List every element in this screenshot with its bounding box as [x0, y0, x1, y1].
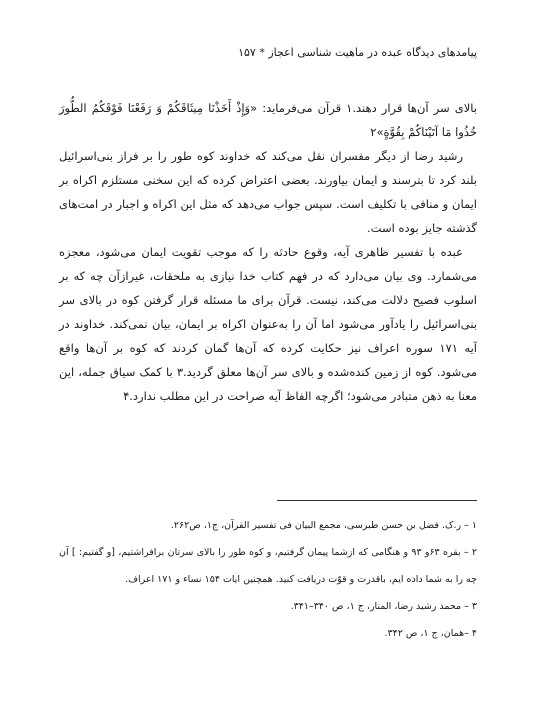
footnote-2: ۲ – بقره ۶۳و ۹۳ و هنگامی که ازشما پیمان گرفتیم، و کوه طور را بالای سرتان برافراشتیم، [و گفتیم: ] آن چه را به شما داده ایم، باقدرت و قوّت دریافت کنید. همچنین ایات ۱۵۴ نساء و ۱۷۱ اعراف. — [59, 547, 478, 585]
body-text — [59, 96, 477, 408]
quran-verse: وَإِذْ أَخَذْنَا مِيثَاقَكُمْ وَ رَفَعْنَا فَوْقَكُمُ الطُّورَ خُذُوا مَا آتَيْنَاكُمْ بِقُوَّةٍ — [59, 101, 477, 139]
paragraph-3: عبده با تفسیر ظاهری آیه، وقوع حادثه را که موجب تقویت ایمان می‌شود، معجزه می‌شمارد. وی بیان می‌دارد که در فهم کتاب خدا نیازی به ملحقات، غیرازآن چه که بر اسلوب فصیح دلالت می‌کند، نیست. قرآن برای ما مسئله قرار گرفتن کوه در بالای سر بنی‌اسرائیل را یادآور می‌شود اما آن را به‌عنوان اکراه بر ایمان، بیان نمی‌کند. خداوند در آیه ۱۷۱ سوره اعراف نیز حکایت کرده که آن‌ها گمان کردند که کوه بر آن‌ها واقع می‌شود. کوه از زمین کنده‌شده و بالای سر آن‌ها معلق گردید.۳ با کمک سیاق جمله، این معنا به ذهن متبادر می‌شود؛ اگرچه الفاظ آیه صراحت در این مطلب ندارد.۴ — [59, 245, 477, 403]
footnote-1: ۱ – ر.ک. فضل بن حسن طبرسی، مجمع البیان فی تفسیر القرآن، ج۱، ص۲۶۲. — [170, 520, 477, 531]
footnote-3: ۳ – محمد رشید رضا، المنار، ج ۱، ص ۳۴۰–۳۴۱. — [290, 601, 477, 612]
paragraph-2: رشید رضا از دیگر مفسران نقل می‌کند که خداوند کوه طور را بر فراز بنی‌اسرائیل بلند کرد تا بترسند و ایمان بیاورند. بعضی اعتراض کرده که این سخنی مستلزم اکراه بر ایمان و منافی با تکلیف است. سپس جواب می‌دهد که مثل این اکراه و اجبار در امت‌های گذشته جایز بوده است. — [59, 149, 477, 235]
paragraph-1-text: بالای سر آن‌ها قرار دهند.۱ قرآن می‌فرماید: « — [250, 101, 477, 115]
running-header: پیامدهای دیدگاه عبده در ماهیت شناسی اعجاز * ۱۵۷ — [238, 46, 477, 59]
footnote-divider — [277, 500, 477, 501]
paragraph-1 — [59, 96, 477, 144]
footnote-4: ۴ –همان، ج ۱، ص ۳۴۲. — [384, 628, 477, 639]
footnotes — [59, 512, 477, 647]
paragraph-1-end: »۲ — [370, 125, 384, 139]
